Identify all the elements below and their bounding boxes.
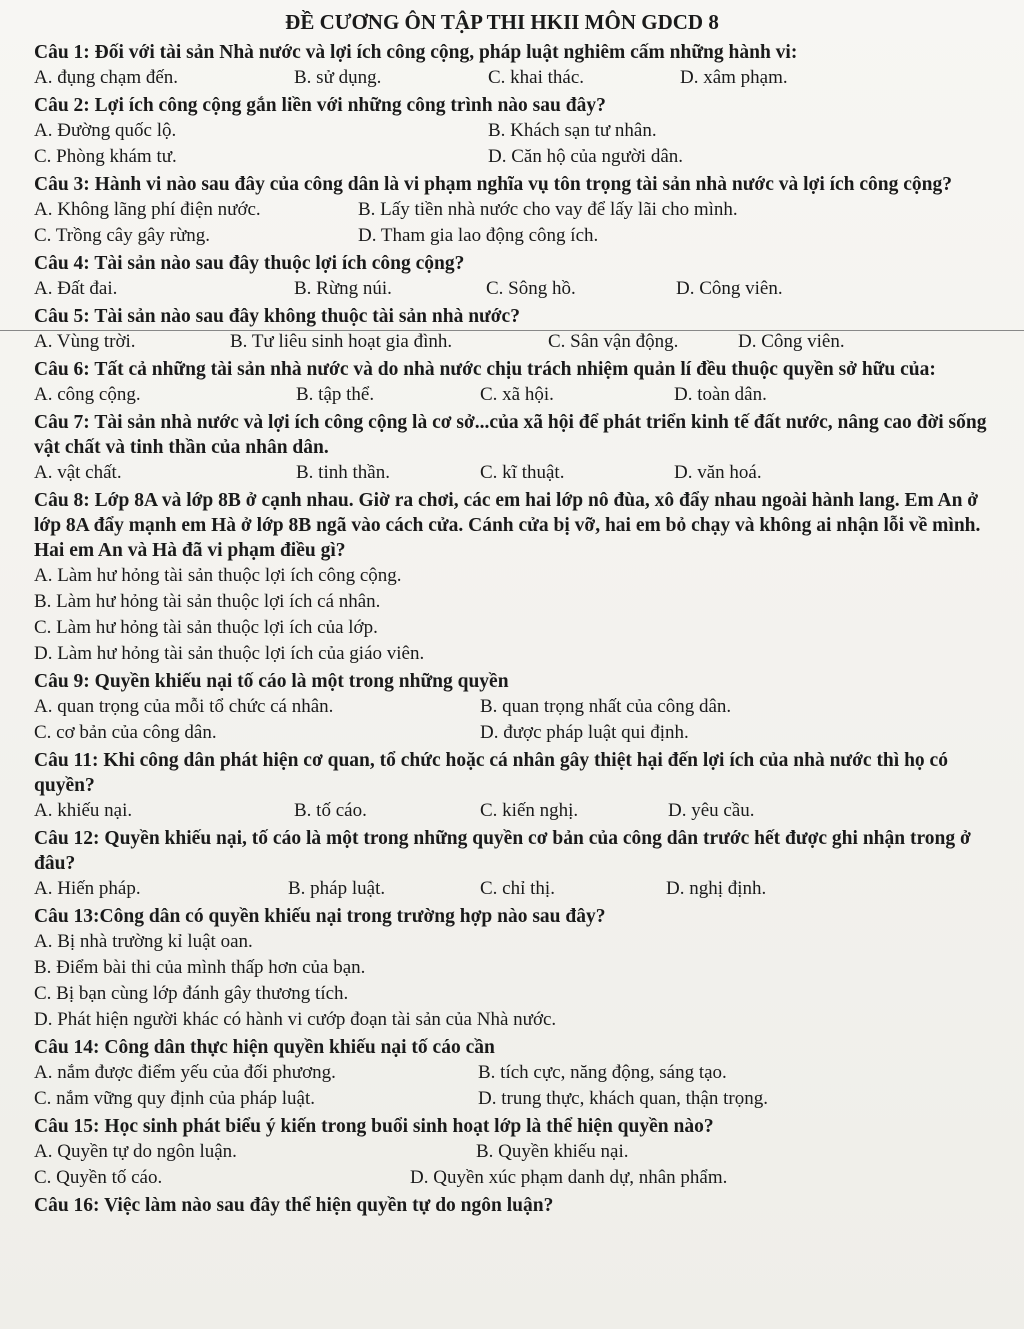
option-12d: D. nghị định. [666, 878, 767, 899]
option-1d: D. xâm phạm. [680, 67, 788, 88]
options-14-line-2 [34, 1086, 1010, 1112]
option-5b: B. Tư liêu sinh hoạt gia đình. [230, 331, 453, 352]
option-15d: D. Quyền xúc phạm danh dự, nhân phẩm. [410, 1167, 728, 1188]
option-6c: C. xã hội. [480, 384, 554, 405]
option-9a: A. quan trọng của mỗi tổ chức cá nhân. [34, 696, 334, 717]
options-15-line-2 [34, 1165, 1010, 1191]
option-11d: D. yêu cầu. [668, 800, 755, 821]
options-5 [34, 329, 1010, 355]
options-1 [34, 65, 1010, 91]
option-2b: B. Khách sạn tư nhân. [488, 120, 657, 141]
question-4: Câu 4: Tài sản nào sau đây thuộc lợi ích công cộng? [34, 253, 465, 274]
option-7c: C. kĩ thuật. [480, 462, 565, 483]
question-13: Câu 13:Công dân có quyền khiếu nại trong trường hợp nào sau đây? [34, 906, 606, 927]
options-3-line-2 [34, 223, 1010, 249]
option-1a: A. đụng chạm đến. [34, 67, 179, 88]
option-13a: A. Bị nhà trường kỉ luật oan. [34, 931, 253, 952]
options-3-line-1 [34, 197, 1010, 223]
option-8c: C. Làm hư hỏng tài sản thuộc lợi ích của lớp. [34, 617, 378, 638]
option-2d: D. Căn hộ của người dân. [488, 146, 684, 167]
question-7: Câu 7: Tài sản nhà nước và lợi ích công cộng là cơ sở...của xã hội để phát triển kinh tế đất nước, nâng cao đời sống vật chất và tinh thần của nhân dân. [34, 412, 987, 458]
option-3d: D. Tham gia lao động công ích. [358, 225, 599, 246]
options-7 [34, 460, 1010, 486]
option-5a: A. Vùng trời. [34, 331, 136, 352]
option-12a: A. Hiến pháp. [34, 878, 141, 899]
question-16: Câu 16: Việc làm nào sau đây thể hiện quyền tự do ngôn luận? [34, 1195, 554, 1216]
option-1b: B. sử dụng. [294, 67, 382, 88]
option-2c: C. Phòng khám tư. [34, 146, 177, 167]
options-4 [34, 276, 1010, 302]
option-9d: D. được pháp luật qui định. [480, 722, 689, 743]
question-14: Câu 14: Công dân thực hiện quyền khiếu nại tố cáo cần [34, 1037, 495, 1058]
option-2a: A. Đường quốc lộ. [34, 120, 177, 141]
option-9c: C. cơ bản của công dân. [34, 722, 217, 743]
option-4d: D. Công viên. [676, 278, 783, 299]
option-4b: B. Rừng núi. [294, 278, 392, 299]
options-2-line-2 [34, 144, 1010, 170]
option-4a: A. Đất đai. [34, 278, 118, 299]
options-14-line-1 [34, 1060, 1010, 1086]
document-title: ĐỀ CƯƠNG ÔN TẬP THI HKII MÔN GDCD 8 [285, 10, 719, 34]
option-11c: C. kiến nghị. [480, 800, 579, 821]
question-11: Câu 11: Khi công dân phát hiện cơ quan, tổ chức hoặc cá nhân gây thiệt hại đến lợi ích của nhà nước thì họ có quyền? [34, 750, 948, 796]
option-8b: B. Làm hư hỏng tài sản thuộc lợi ích cá nhân. [34, 591, 381, 612]
option-1c: C. khai thác. [488, 67, 585, 88]
options-12 [34, 876, 1010, 902]
options-2-line-1 [34, 118, 1010, 144]
question-12: Câu 12: Quyền khiếu nại, tố cáo là một trong những quyền cơ bản của công dân trước hết được ghi nhận trong ở đâu? [34, 828, 971, 874]
option-3b: B. Lấy tiền nhà nước cho vay để lấy lãi cho mình. [358, 199, 738, 220]
option-12c: C. chỉ thị. [480, 878, 555, 899]
option-13c: C. Bị bạn cùng lớp đánh gây thương tích. [34, 983, 349, 1004]
question-8: Câu 8: Lớp 8A và lớp 8B ở cạnh nhau. Giờ ra chơi, các em hai lớp nô đùa, xô đẩy nhau ngoài hành lang. Em An ở lớp 8A đẩy mạnh em Hà ở lớp 8B ngã vào cách cửa. Cánh cửa bị vỡ, hai em bỏ chạy và không ai nhận lỗi về mình. Hai em An và Hà đã vi phạm điều gì? [34, 490, 981, 561]
option-4c: C. Sông hồ. [486, 278, 576, 299]
options-6 [34, 382, 1010, 408]
question-2: Câu 2: Lợi ích công cộng gắn liền với những công trình nào sau đây? [34, 95, 606, 116]
option-13b: B. Điểm bài thi của mình thấp hơn của bạn. [34, 957, 366, 978]
option-14b: B. tích cực, năng động, sáng tạo. [478, 1062, 727, 1083]
option-9b: B. quan trọng nhất của công dân. [480, 696, 732, 717]
option-3a: A. Không lãng phí điện nước. [34, 199, 261, 220]
question-5: Câu 5: Tài sản nào sau đây không thuộc tài sản nhà nước? [34, 306, 520, 327]
option-14a: A. nắm được điểm yếu của đối phương. [34, 1062, 336, 1083]
options-11 [34, 798, 1010, 824]
option-15c: C. Quyền tố cáo. [34, 1167, 163, 1188]
options-9-line-1 [34, 694, 1010, 720]
option-6d: D. toàn dân. [674, 384, 767, 405]
question-15: Câu 15: Học sinh phát biểu ý kiến trong buổi sinh hoạt lớp là thể hiện quyền nào? [34, 1116, 714, 1137]
option-5d: D. Công viên. [738, 331, 845, 352]
option-7b: B. tinh thần. [296, 462, 390, 483]
option-5c: C. Sân vận động. [548, 331, 679, 352]
question-1: Câu 1: Đối với tài sản Nhà nước và lợi ích công cộng, pháp luật nghiêm cấm những hành vi: [34, 42, 798, 63]
option-11b: B. tố cáo. [294, 800, 367, 821]
option-8a: A. Làm hư hỏng tài sản thuộc lợi ích công cộng. [34, 565, 402, 586]
option-6b: B. tập thể. [296, 384, 375, 405]
option-13d: D. Phát hiện người khác có hành vi cướp đoạn tài sản của Nhà nước. [34, 1009, 557, 1030]
question-3: Câu 3: Hành vi nào sau đây của công dân là vi phạm nghĩa vụ tôn trọng tài sản nhà nước và lợi ích công cộng? [34, 174, 953, 195]
option-7d: D. văn hoá. [674, 462, 762, 483]
options-9-line-2 [34, 720, 1010, 746]
question-6: Câu 6: Tất cả những tài sản nhà nước và do nhà nước chịu trách nhiệm quản lí đều thuộc quyền sở hữu của: [34, 359, 936, 380]
option-14d: D. trung thực, khách quan, thận trọng. [478, 1088, 768, 1109]
option-11a: A. khiếu nại. [34, 800, 133, 821]
option-12b: B. pháp luật. [288, 878, 386, 899]
option-7a: A. vật chất. [34, 462, 122, 483]
option-15a: A. Quyền tự do ngôn luận. [34, 1141, 237, 1162]
option-3c: C. Trồng cây gây rừng. [34, 225, 211, 246]
option-14c: C. nắm vững quy định của pháp luật. [34, 1088, 316, 1109]
option-6a: A. công cộng. [34, 384, 141, 405]
question-9: Câu 9: Quyền khiếu nại tố cáo là một trong những quyền [34, 671, 509, 692]
options-15-line-1 [34, 1139, 1010, 1165]
option-15b: B. Quyền khiếu nại. [476, 1141, 629, 1162]
option-8d: D. Làm hư hỏng tài sản thuộc lợi ích của giáo viên. [34, 643, 425, 664]
